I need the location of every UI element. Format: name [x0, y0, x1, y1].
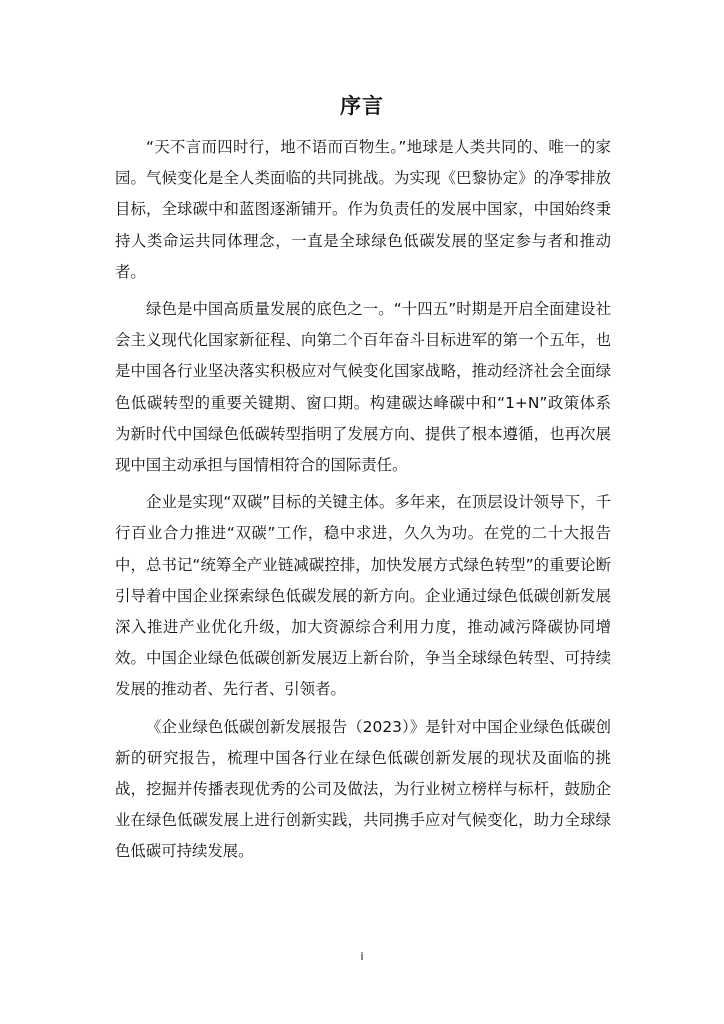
paragraph-3: 企业是实现“双碳”目标的关键主体。多年来，在顶层设计领导下，千行百业合力推进“双碳”工作，稳中求进，久久为功。在党的二十大报告中，总书记“统筹全产业链减碳控排，加快发展方式绿色转型”的重要论断引导着中国企业探索绿色低碳发展的新方向。企业通过绿色低碳创新发展深入推进产业优化升级，加大资源综合利用力度，推动减污降碳协同增效。中国企业绿色低碳创新发展迈上新台阶，争当全球绿色转型、可持续发展的推动者、先行者、引领者。: [115, 493, 611, 699]
paragraph-2: 绿色是中国高质量发展的底色之一。“十四五”时期是开启全面建设社会主义现代化国家新征程、向第二个百年奋斗目标进军的第一个五年，也是中国各行业坚决落实积极应对气候变化国家战略，推动经济社会全面绿色低碳转型的重要关键期、窗口期。构建碳达峰碳中和“1+N”政策体系为新时代中国绿色低碳转型指明了发展方向、提供了根本遵循，也再次展现中国主动承担与国情相符合的国际责任。: [115, 300, 611, 475]
paragraph-1: “天不言而四时行，地不语而百物生。”地球是人类共同的、唯一的家园。气候变化是全人类面临的共同挑战。为实现《巴黎协定》的净零排放目标，全球碳中和蓝图逐渐铺开。作为负责任的发展中国家，中国始终秉持人类命运共同体理念，一直是全球绿色低碳发展的坚定参与者和推动者。: [115, 138, 611, 281]
page-number: i: [360, 950, 364, 963]
preface-body: [115, 132, 611, 868]
page-title: 序言: [340, 94, 384, 118]
paragraph-4: 《企业绿色低碳创新发展报告（2023）》是针对中国企业绿色低碳创新的研究报告，梳理中国各行业在绿色低碳创新发展的现状及面临的挑战，挖掘并传播表现优秀的公司及做法，为行业树立榜样与标杆，鼓励企业在绿色低碳发展上进行创新实践，共同携手应对气候变化，助力全球绿色低碳可持续发展。: [115, 717, 611, 861]
